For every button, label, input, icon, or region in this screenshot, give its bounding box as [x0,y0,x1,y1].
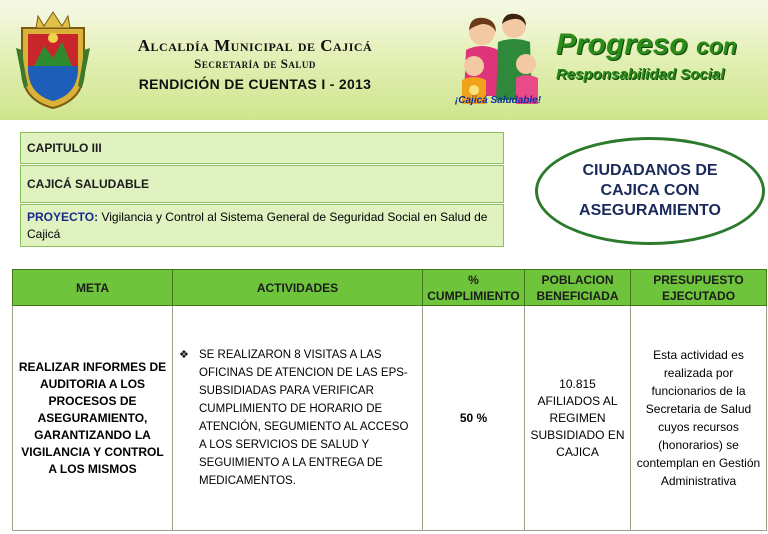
capitulo-box [20,132,504,164]
header-cumplimiento: % CUMPLIMIENTO [423,270,525,306]
table-header-row [13,270,767,306]
header-banner [0,0,768,120]
brand-label: ¡Cajicá Saludable! [454,95,542,106]
header-presupuesto: PRESUPUESTO EJECUTADO [631,270,767,306]
actividades-text: SE REALIZARON 8 VISITAS A LAS OFICINAS DE ATENCION DE LAS EPS- SUBSIDIADAS PARA VERIFICAR CUMPLIMIENTO DE HORARIO DE ATENCIÓN, SEGUMIENTO AL ACCESO A LOS SERVICIOS DE SALUD Y SEGUIMIENTO A LA ENTREGA DE MEDICAMENTOS. [199,349,409,487]
capitulo-label: CAPITULO III [27,141,102,155]
cell-meta: REALIZAR INFORMES DE AUDITORIA A LOS PROCESOS DE ASEGURAMIENTO, GARANTIZANDO LA VIGILANCIA Y CONTROL A LOS MISMOS [13,306,173,531]
highlight-text: CIUDADANOS DE CAJICA CON ASEGURAMIENTO [579,162,721,219]
header-poblacion: POBLACION BENEFICIADA [525,270,631,306]
header-subtitle: Secretaría de Salud [194,56,316,71]
highlight-ellipse [535,137,765,245]
programa-box [20,165,504,203]
table-row [13,306,767,531]
report-title: RENDICIÓN DE CUENTAS I - 2013 [138,76,372,92]
slogan-line-1 [556,28,737,62]
proyecto-box [20,204,504,247]
proyecto-text: Vigilancia y Control al Sistema General de Seguridad Social en Salud de Cajicá [27,210,488,241]
cell-poblacion: 10.815 AFILIADOS AL REGIMEN SUBSIDIADO EN CAJICA [525,306,631,531]
header-title: Alcaldía Municipal de Cajicá [137,36,373,55]
cell-presupuesto: Esta actividad es realizada por funcionarios de la Secretaria de Salud cuyos recursos (honorarios) se contemplan en Gestión Administrativa [631,306,767,531]
slogan-word-con: con [696,33,737,59]
cell-actividades [173,306,423,531]
header-actividades: ACTIVIDADES [173,270,423,306]
report-table [12,269,767,531]
cell-cumplimiento: 50 % [423,306,525,531]
proyecto-label: PROYECTO: [27,210,99,224]
programa-label: CAJICÁ SALUDABLE [27,177,150,191]
municipal-crest-icon [14,8,92,112]
slogan-word-progreso: Progreso [556,28,688,61]
slogan-line-2: Responsabilidad Social [556,66,725,83]
diamond-bullet-icon: ❖ [179,349,189,361]
header-meta: META [13,270,173,306]
